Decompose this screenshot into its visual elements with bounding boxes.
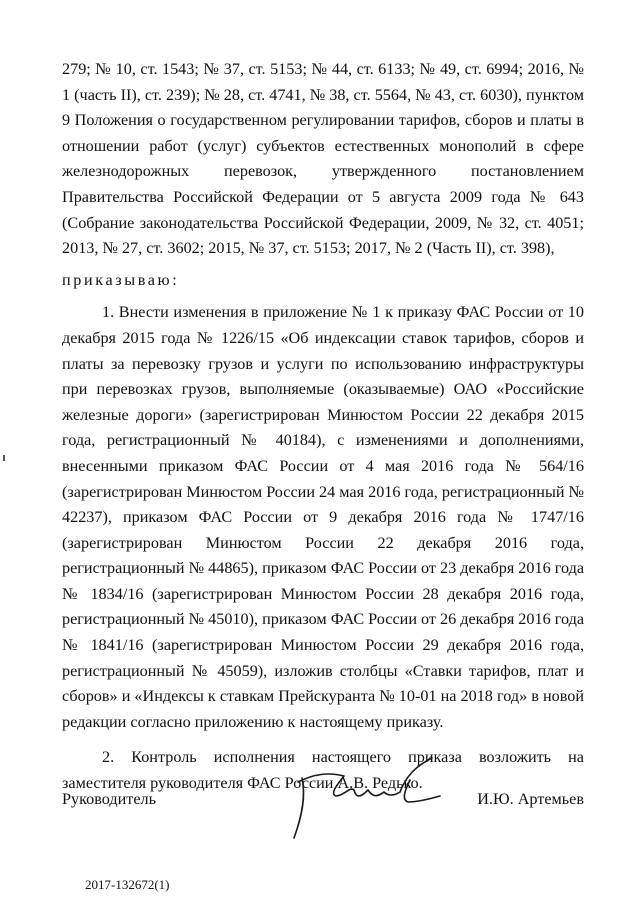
order-item-1: 1. Внести изменения в приложение № 1 к приказу ФАС России от 10 декабря 2015 года № 1226/15 «Об индексации ставок тарифов, сборов и платы за перевозку грузов и услуги по использованию инфраструктуры при перевозках грузов, выполняемые (оказываемые) ОАО «Российские железные дороги» (зарегистрирован Минюстом России 22 декабря 2015 года, регистрационный № 40184), с изменениями и дополнениями, внесенными приказом ФАС России от 4 мая 2016 года № 564/16 (зарегистрирован Минюстом России 24 мая 2016 года, регистрационный № 42237), приказом ФАС России от 9 декабря 2016 года № 1747/16 (зарегистрирован Минюстом России 22 декабря 2016 года, регистрационный № 44865), приказом ФАС России от 23 декабря 2016 года № 1834/16 (зарегистрирован Минюстом России 28 декабря 2016 года, регистрационный № 45010), приказом ФАС России от 26 декабря 2016 года № 1841/16 (зарегистрирован Минюстом России 29 декабря 2016 года, регистрационный № 45059), изложив столбцы «Ставки тарифов, плат и сборов» и «Индексы к ставкам Прейскуранта № 10-01 на 2018 год» в новой редакции согласно приложению к настоящему приказу. [62,303,585,731]
document-id: 2017-132672(1) [85,877,170,892]
intro-paragraph: 279; № 10, ст. 1543; № 37, ст. 5153; № 44, ст. 6133; № 49, ст. 6994; 2016, № 1 (часть II), ст. 239); № 28, ст. 4741, № 38, ст. 5564, № 43, ст. 6030), пунктом 9 Положения о государственном регулировании тарифов, сборов и платы в отношении работ (услуг) субъектов естественных монополий в сфере железнодорожных перевозок, утвержденного постановлением Правительства Российской Федерации от 5 августа 2009 года № 643 (Собрание законодательства Российской Федерации, 2009, № 32, ст. 4051; 2013, № 27, ст. 3602; 2015, № 37, ст. 5153; 2017, № 2 (Часть II), ст. 398), [62,60,584,258]
order-word: приказываю: [62,270,180,289]
scan-margin-mark [3,455,5,461]
document-body [62,57,584,797]
order-item-2: 2. Контроль исполнения настоящего приказа возложить на заместителя руководителя ФАС России А.В. Редько. [62,748,584,793]
signer-name: И.Ю. Артемьев [477,790,584,808]
signer-role: Руководитель [62,790,157,808]
signature-block [62,790,584,850]
handwritten-signature [284,756,444,846]
